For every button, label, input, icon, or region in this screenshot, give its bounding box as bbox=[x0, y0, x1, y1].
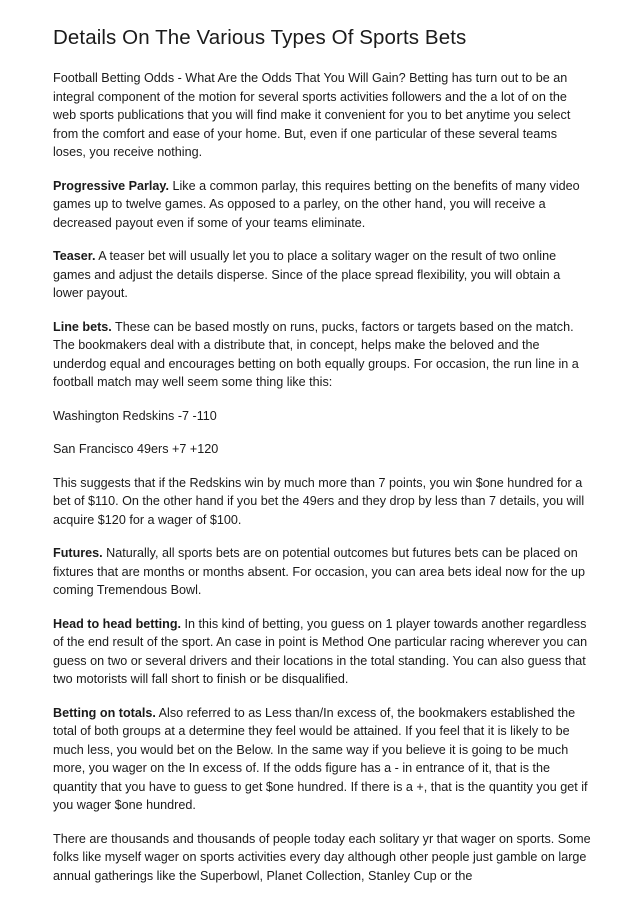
teaser-heading: Teaser. bbox=[53, 249, 96, 263]
document-page bbox=[53, 24, 593, 900]
line-bets-heading: Line bets. bbox=[53, 319, 112, 334]
futures-heading: Futures. bbox=[53, 546, 103, 560]
closing-paragraph: There are thousands and thousands of people today each solitary yr that wager on sports. Some folks like myself wager on sports activities every day although other people just gamble on large annual gatherings like the Superbowl, Planet Collection, Stanley Cup or the bbox=[53, 831, 591, 883]
intro-paragraph: Football Betting Odds - What Are the Odds That You Will Gain? Betting has turn out to be an integral component of the motion for several sports activities followers and the a lot of on the web sports publications that you will find make it convenient for you to bet anytime you select from the comfort and ease of your home. But, even if one particular of these several teams loses, you receive nothing. bbox=[53, 71, 571, 159]
progressive-parlay-text: Like a common parlay, this requires betting on the benefits of many video games up to twelve games. As opposed to a parley, on the other hand, you will receive a decreased payout even if some of your teams eliminate. bbox=[53, 178, 580, 230]
head-to-head-paragraph bbox=[53, 615, 593, 689]
progressive-parlay-paragraph bbox=[53, 177, 593, 233]
line-bets-paragraph bbox=[53, 318, 593, 392]
totals-text: Also referred to as Less than/In excess of, the bookmakers established the total of both groups at a determine they feel would be attained. If you feel that it is likely to be much less, you would bet on the Below. In the same way if you believe it is going to be much more, you wager on the In excess of. If the odds figure has a - in entrance of it, that is the quantity that you have to guess to get $one hundred. If there is a +, that is the quantity you get if you wager $one hundred. bbox=[53, 705, 588, 812]
futures-paragraph bbox=[53, 544, 593, 600]
progressive-parlay-heading: Progressive Parlay. bbox=[53, 178, 169, 193]
futures-text: Naturally, all sports bets are on potential outcomes but futures bets can be placed on fixtures that are months or months absent. For occasion, you can area bets ideal now for the up coming Tremendous Bowl. bbox=[53, 546, 586, 597]
totals-paragraph bbox=[53, 704, 593, 815]
line-bets-text: These can be based mostly on runs, pucks, factors or targets based on the match. The bookmakers deal with a distribute that, in concept, helps make the beloved and the underdog equal and encourages betting on both equally groups. For occasion, the run line in a football match may well seem some thing like this: bbox=[53, 319, 579, 389]
head-to-head-text: In this kind of betting, you guess on 1 player towards another regardless of the end result of the sport. An case in point is Method One particular racing wherever you can guess on two or several drivers and their locations in the total standing. You can also guess that two motorists will fall short to finish or be disqualified. bbox=[53, 616, 588, 686]
page-title: Details On The Various Types Of Sports Bets bbox=[53, 26, 467, 49]
example-line-1: Washington Redskins -7 -110 bbox=[53, 408, 217, 423]
explanation-paragraph: This suggests that if the Redskins win by much more than 7 points, you win $one hundred for a bet of $110. On the other hand if you bet the 49ers and they drop by less than 7 details, you will acquire $120 for a wager of $100. bbox=[53, 475, 585, 527]
head-to-head-heading: Head to head betting. bbox=[53, 616, 182, 631]
example-line-2: San Francisco 49ers +7 +120 bbox=[53, 442, 219, 456]
teaser-paragraph bbox=[53, 247, 593, 303]
teaser-text: A teaser bet will usually let you to place a solitary wager on the result of two online games and adjust the details disperse. Since of the place spread flexibility, you will obtain a lower payout. bbox=[53, 249, 561, 300]
totals-heading: Betting on totals. bbox=[53, 705, 156, 720]
